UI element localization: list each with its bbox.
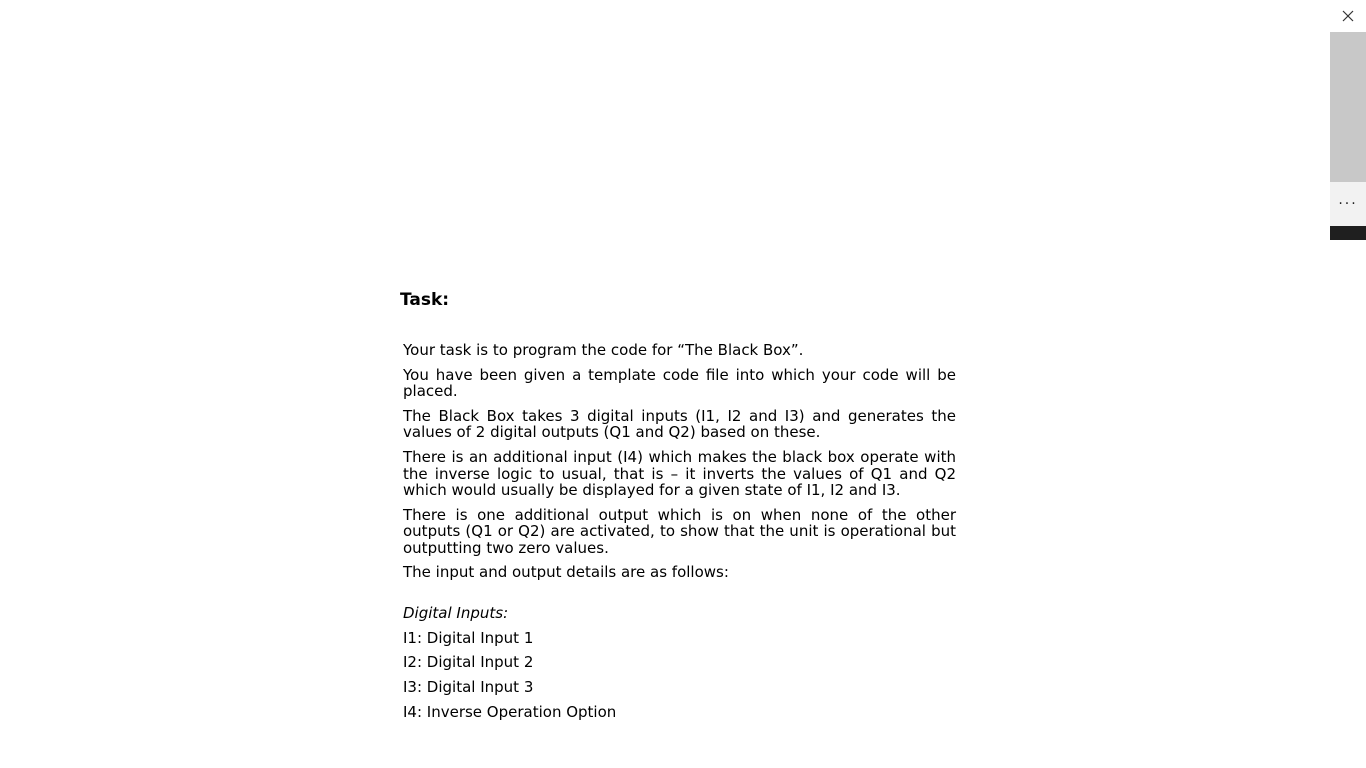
- paragraph: There is an additional input (I4) which makes the black box operate with the inverse logic to usual, that is – it inverts the values of Q1 and Q2 which would usually be displayed for a given state of I1, I2 and I3.: [403, 448, 956, 500]
- paragraph: There is one additional output which is on when none of the other outputs (Q1 or Q2) are activated, to show that the unit is operational but outputting two zero values.: [403, 505, 956, 557]
- paragraph: The input and output details are as follows:: [403, 563, 729, 582]
- panel-divider: [1330, 226, 1366, 240]
- input-item: I4: Inverse Operation Option: [403, 702, 617, 721]
- more-options-button[interactable]: ···: [1330, 182, 1366, 226]
- input-item: I2: Digital Input 2: [403, 653, 534, 672]
- input-item: I1: Digital Input 1: [403, 628, 534, 647]
- task-heading: Task:: [400, 290, 450, 310]
- task-body: [403, 342, 956, 728]
- side-panel: [1330, 0, 1366, 240]
- paragraph: The Black Box takes 3 digital inputs (I1, I2 and I3) and generates the values of 2 digital outputs (Q1 and Q2) based on these.: [403, 406, 956, 442]
- paragraph: You have been given a template code file into which your code will be placed.: [403, 365, 956, 401]
- scrollbar[interactable]: [1330, 32, 1366, 182]
- paragraph: Your task is to program the code for “The Black Box”.: [403, 341, 804, 359]
- inputs-heading: Digital Inputs:: [403, 603, 509, 622]
- input-item: I3: Digital Input 3: [403, 678, 534, 696]
- close-icon: [1342, 7, 1354, 26]
- close-button[interactable]: [1330, 0, 1366, 32]
